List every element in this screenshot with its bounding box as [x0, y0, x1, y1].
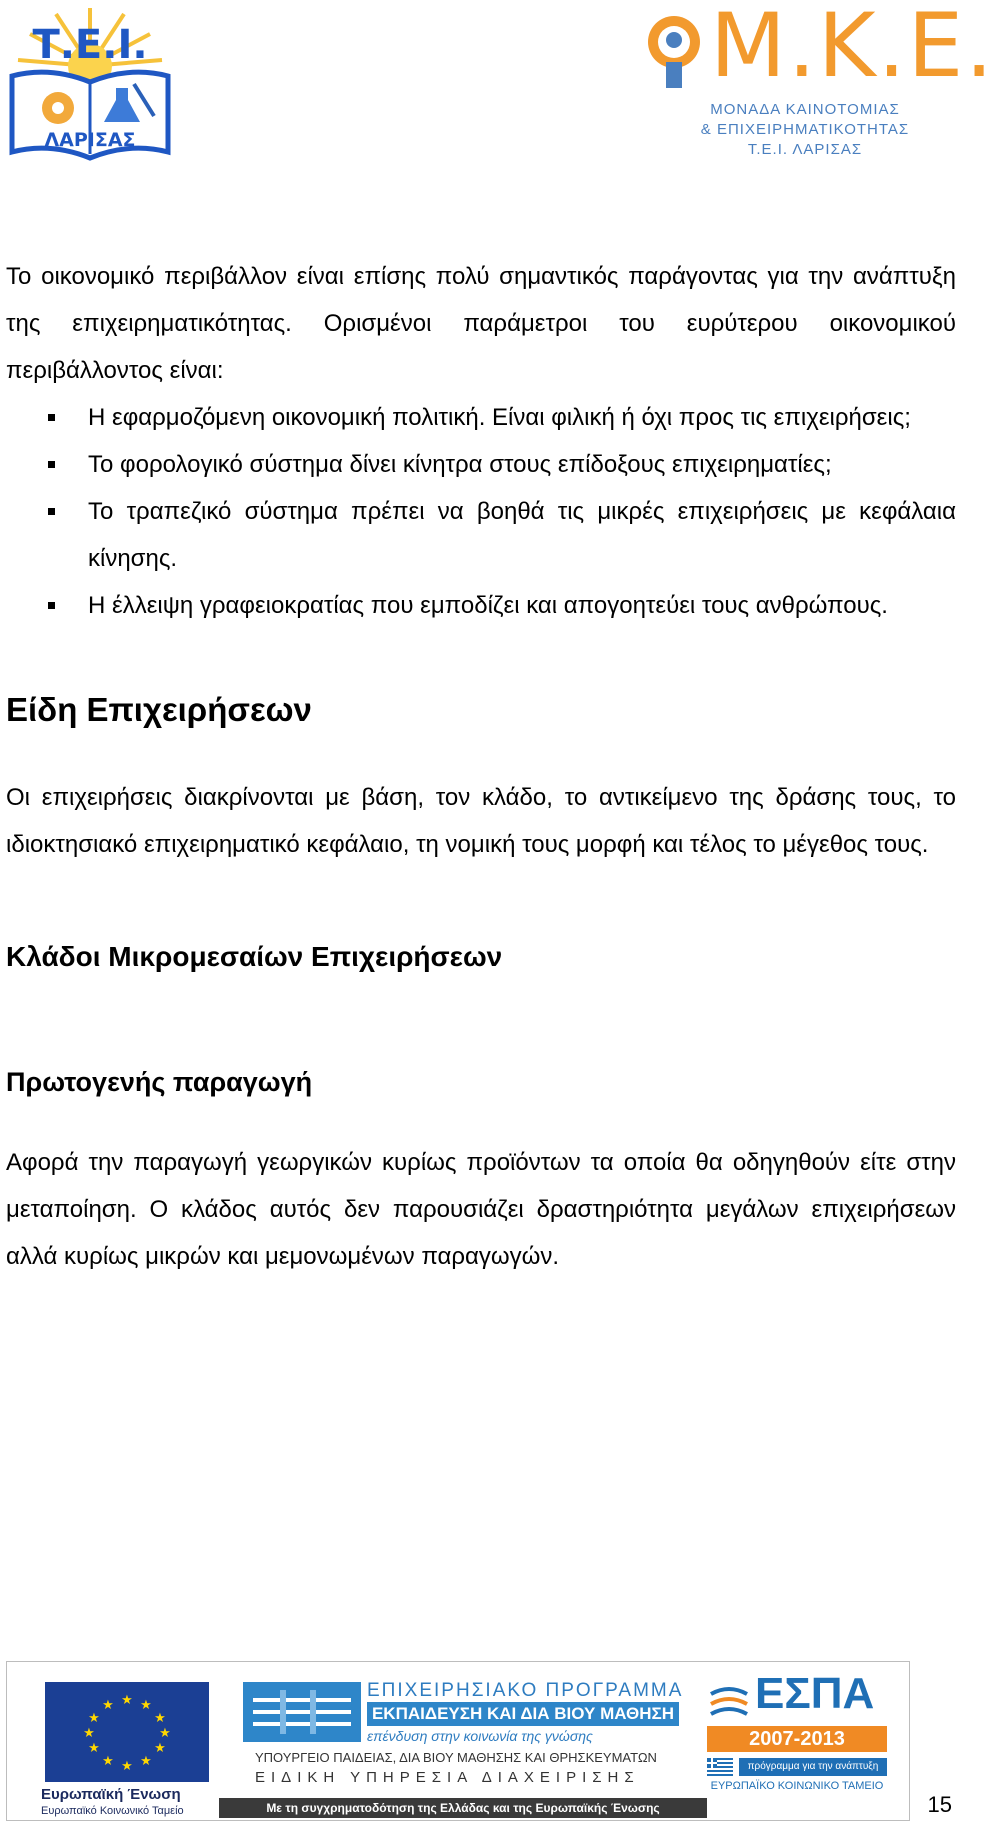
economic-parameters-list [6, 394, 956, 629]
mke-subtitle-line: ΜΟΝΑΔΑ ΚΑΙΝΟΤΟΜΙΑΣ [710, 101, 900, 118]
square-bullet-icon [48, 414, 55, 421]
programme-name: ΕΚΠΑΙΔΕΥΣΗ ΚΑΙ ΔΙΑ ΒΙΟΥ ΜΑΘΗΣΗ [367, 1702, 679, 1726]
mke-subtitle-line: Τ.Ε.Ι. ΛΑΡΙΣΑΣ [747, 141, 863, 158]
programme-emblem-icon [243, 1682, 361, 1742]
square-bullet-icon [48, 461, 55, 468]
espa-program-label: πρόγραμμα για την ανάπτυξη [739, 1758, 887, 1776]
mke-subtitle-line: & ΕΠΙΧΕΙΡΗΜΑΤΙΚΟΤΗΤΑΣ [700, 121, 910, 138]
page-number: 15 [927, 1792, 952, 1817]
tei-larisas-logo [4, 4, 176, 166]
mke-subtitle [670, 100, 940, 160]
list-item-text: Η έλλειψη γραφειοκρατίας που εμποδίζει και απογοητεύει τους ανθρώπους. [88, 592, 888, 619]
intro-paragraph: Το οικονομικό περιβάλλον είναι επίσης πολύ σημαντικός παράγοντας για την ανάπτυξη της επιχειρηματικότητας. Ορισμένοι παράμετροι του ευρύτερου οικονομικού περιβάλλοντος είναι: [6, 263, 956, 384]
eu-flag-icon [45, 1682, 209, 1782]
primary-production-paragraph: Αφορά την παραγωγή γεωργικών κυρίως προϊόντων τα οποία θα οδηγηθούν είτε στην μεταποίηση. Ο κλάδος αυτός δεν παρουσιάζει δραστηριότητα μεγάλων επιχειρήσεων αλλά κυρίως μικρών και μεμονωμένων παραγωγών. [6, 1149, 956, 1270]
list-item-text: Το τραπεζικό σύστημα πρέπει να βοηθά τις μικρές επιχειρήσεις με κεφάλαια κίνησης. [88, 498, 956, 572]
svg-text:★: ★ [88, 1741, 100, 1756]
svg-text:★: ★ [83, 1726, 95, 1741]
svg-text:★: ★ [154, 1741, 166, 1756]
svg-text:★: ★ [154, 1711, 166, 1726]
list-item [6, 441, 956, 488]
heading-sme-sectors: Κλάδοι Μικρομεσαίων Επιχειρήσεων [6, 941, 503, 972]
svg-text:★: ★ [88, 1711, 100, 1726]
espa-fund-label: ΕΥΡΩΠΑΪΚΟ ΚΟΙΝΩΝΙΚΟ ΤΑΜΕΙΟ [710, 1780, 884, 1792]
heading-primary-production: Πρωτογενής παραγωγή [6, 1067, 313, 1097]
tei-emblem [4, 4, 176, 166]
espa-title: ΕΣΠΑ [755, 1669, 875, 1718]
eu-label: Ευρωπαϊκή Ένωση [41, 1786, 181, 1803]
funding-footer-banner [6, 1661, 910, 1821]
heading-business-types: Είδη Επιχειρήσεων [6, 691, 312, 728]
list-item [6, 394, 956, 441]
programme-slogan: επένδυση στην κοινωνία της γνώσης [367, 1728, 593, 1744]
list-item [6, 582, 956, 629]
list-item [6, 488, 956, 582]
list-item-text: Το φορολογικό σύστημα δίνει κίνητρα στους επίδοξους επιχειρηματίες; [88, 451, 832, 478]
mke-letters: Μ.Κ.Ε. [710, 0, 995, 97]
business-types-paragraph: Οι επιχειρήσεις διακρίνονται με βάση, τον κλάδο, το αντικείμενο της δράσης τους, το ιδιοκτησιακό επιχειρηματικό κεφάλαιο, τη νομική τους μορφή και τέλος το μέγεθος τους. [6, 784, 956, 858]
espa-years: 2007-2013 [707, 1726, 887, 1752]
svg-text:★: ★ [102, 1754, 114, 1769]
greek-flag-icon [707, 1758, 733, 1776]
page-content [6, 253, 956, 1280]
list-item-text: Η εφαρμοζόμενη οικονομική πολιτική. Είναι φιλική ή όχι προς τις επιχειρήσεις; [88, 404, 911, 431]
mke-logo [640, 0, 995, 158]
svg-text:★: ★ [102, 1698, 114, 1713]
svg-text:★: ★ [159, 1726, 171, 1741]
managing-authority-label: ΕΙΔΙΚΗ ΥΠΗΡΕΣΙΑ ΔΙΑΧΕΙΡΙΣΗΣ [255, 1769, 640, 1786]
eu-fund-label: Ευρωπαϊκό Κοινωνικό Ταμείο [41, 1805, 184, 1817]
square-bullet-icon [48, 508, 55, 515]
svg-text:★: ★ [140, 1754, 152, 1769]
espa-emblem-icon [707, 1682, 751, 1726]
svg-text:★: ★ [140, 1698, 152, 1713]
cofunding-label: Με τη συγχρηματοδότηση της Ελλάδας και της Ευρωπαϊκής Ένωσης [219, 1798, 707, 1818]
tei-text: Τ.Ε.Ι. [32, 22, 148, 68]
svg-text:★: ★ [121, 1759, 133, 1774]
square-bullet-icon [48, 602, 55, 609]
ministry-label: ΥΠΟΥΡΓΕΙΟ ΠΑΙΔΕΙΑΣ, ΔΙΑ ΒΙΟΥ ΜΑΘΗΣΗΣ ΚΑΙ ΘΡΗΣΚΕΥΜΑΤΩΝ [255, 1750, 657, 1765]
programme-title: ΕΠΙΧΕΙΡΗΣΙΑΚΟ ΠΡΟΓΡΑΜΜΑ [367, 1680, 684, 1701]
larisas-text: ΛΑΡΙΣΑΣ [44, 129, 136, 151]
svg-text:★: ★ [121, 1693, 133, 1708]
mke-emblem-icon [642, 12, 706, 92]
